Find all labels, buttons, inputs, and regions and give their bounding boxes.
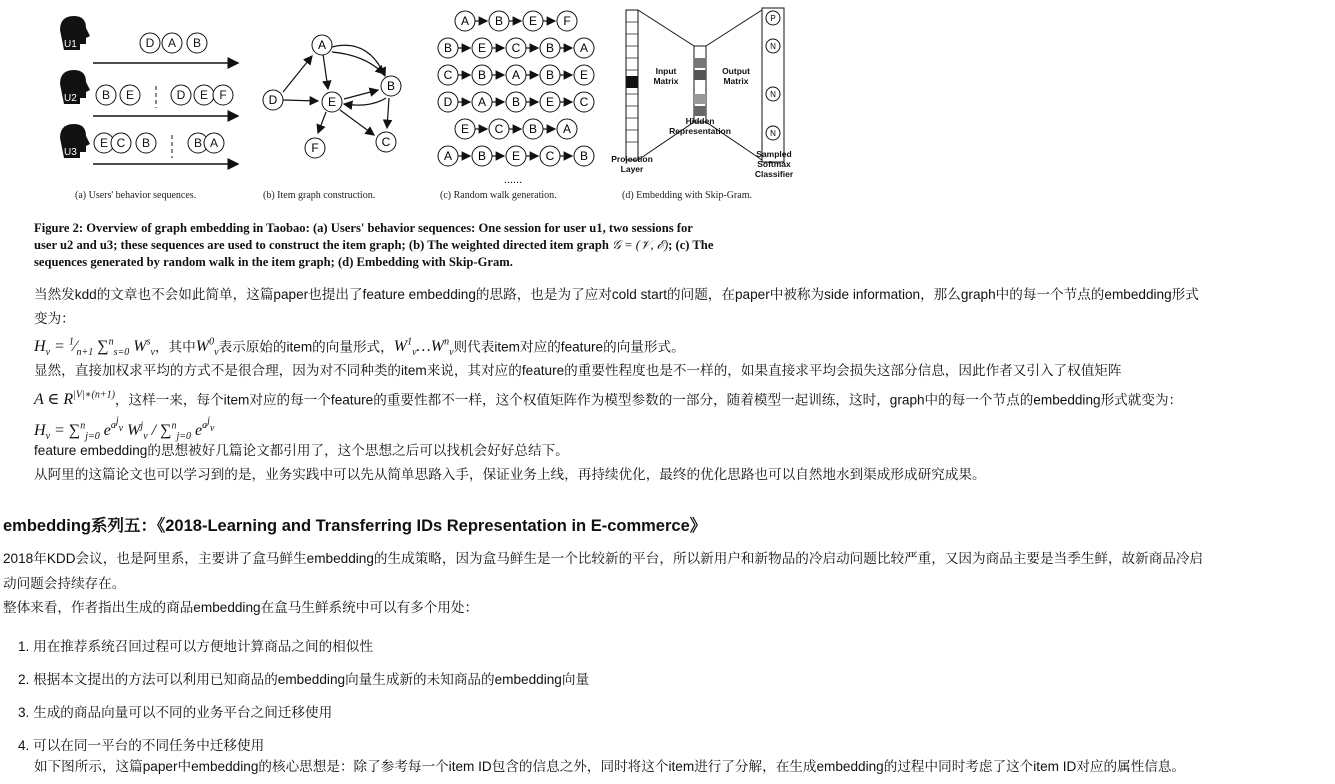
equation-text: 则代表item对应的feature的向量形式。 [453,339,685,355]
user-label: U3 [64,147,77,158]
user-label: U2 [64,93,77,104]
seq-item: F [219,88,227,102]
output-matrix-label: Output Matrix [722,66,750,86]
walk-node-label: C [579,95,589,109]
paragraph: 当然发kdd的文章也不会如此简单，这篇paper也提出了feature embedding的思路，也是为了应对cold start的问题，在paper中被称为side information，那么graph中的每一个节点的embedding形式 [34,287,1199,302]
output-node: N [770,90,776,99]
output-node: N [770,42,776,51]
walk-node-label: B [511,95,521,109]
output-node: N [770,129,776,138]
seq-item: D [176,88,186,102]
walk-node-label: B [443,41,453,55]
seq-item: B [193,136,203,150]
seq-item: E [125,88,135,102]
paragraph: 从阿里的这篇论文也可以学习到的是，业务实践中可以先从简单思路入手，保证业务上线，再持续优化，最终的优化思路也可以自然地水到渠成形成研究成果。 [34,467,986,482]
panel-b [283,45,389,135]
walk-node-label: B [477,68,487,82]
equation: $W^1_v\dots W^n_v$ [393,337,454,359]
graph-node: A [317,38,327,52]
list-item: 2. 根据本文提出的方法可以利用已知商品的embedding向量生成新的未知商品的embedding向量 [18,672,590,687]
equation-text: ，其中 [154,339,196,355]
walk-node-label: A [579,41,589,55]
walk-node-label: E [545,95,555,109]
caption-text: ; (c) The [668,238,714,252]
walk-node-label: A [460,14,470,28]
walk-node-label: E [528,14,538,28]
figure-graph-embedding [0,0,830,210]
subfigure-a-label: (a) Users' behavior sequences. [75,190,197,201]
subfigure-d-label: (d) Embedding with Skip-Gram. [622,190,752,201]
walk-node-label: A [443,149,453,163]
walk-node-label: D [443,95,453,109]
equation: $H_v$ = $^1⁄_{n+1}$ ∑$^n_{s=0}$ $W^s_v$ [34,337,155,359]
paragraph: ，这样一来，每个item对应的每一个feature的重要性都不一样，这个权值矩阵作为模型参数的一部分，随着模型一起训练，这时，graph中的每一个节点的embedding形式就变为： [114,392,1183,408]
caption-text: user u2 and u3; these sequences are used to construct the item graph; (b) The weighted directed item graph [34,238,613,252]
walk-node-label: E [579,68,589,82]
panel-c [438,11,594,166]
walk-node-label: F [563,14,571,28]
figure-svg [0,0,830,210]
input-matrix-label: Input Matrix [653,66,679,86]
walk-dots: ...... [503,174,523,186]
walk-node-label: A [562,122,572,136]
paragraph: 如下图所示，这篇paper中embedding的核心思想是：除了参考每一个item ID包含的信息之外，同时将这个item进行了分解，在生成embedding的过程中同时考虑了这个item ID对应的属性信息。 [34,759,1186,774]
equation: $H_v = \sum^n_{j=0}$ $e^{a^j_v}$ $W^j_v / \sum^n_{j=0}$ $e^{a^j_v}$ [34,416,215,442]
equation: A ∈ $R^{|V|∗(n+1)}$ [34,390,115,409]
figure-caption [34,220,834,271]
walk-node-label: B [545,41,555,55]
caption-line: sequences generated by random walk in the item graph; (d) Embedding with Skip-Gram. [34,255,513,269]
user-label: U1 [64,39,77,50]
caption-line: Figure 2: Overview of graph embedding in Taobao: (a) Users' behavior sequences: One session for user u1, two sessions for [34,221,693,235]
walk-node-label: C [511,41,521,55]
walk-node-label: B [528,122,538,136]
seq-item: B [101,88,111,102]
seq-item: A [209,136,219,150]
seq-item: E [199,88,209,102]
walk-node-label: A [511,68,521,82]
walk-node-label: B [545,68,555,82]
subfigure-b-label: (b) Item graph construction. [263,190,376,201]
equation-text: 表示原始的item的向量形式， [218,339,394,355]
hidden-representation-label: Hidden Representation [669,116,731,136]
user-head-icon [60,70,90,104]
paragraph: 动问题会持续存在。 [3,576,126,591]
walk-node-label: E [460,122,470,136]
graph-node: D [268,93,278,107]
caption-math: 𝒢 = (𝒱, ℰ) [612,238,669,252]
seq-item: A [167,36,177,50]
equation-line-1 [34,333,685,364]
caption-line [34,237,834,254]
walk-node-label: B [494,14,504,28]
user-head-icon [60,16,90,50]
list-item: 4. 可以在同一平台的不同任务中迁移使用 [18,738,265,753]
graph-node: E [327,95,337,109]
equation: $W^0_v$ [195,337,219,359]
graph-node: B [386,79,396,93]
seq-item: B [141,136,151,150]
paragraph: feature embedding的思想被好几篇论文都引用了，这个思想之后可以找机会好好总结下。 [34,443,569,458]
paragraph: 显然，直接加权求平均的方式不是很合理，因为对不同种类的item来说，其对应的feature的重要性程度也是不一样的，如果直接求平均会损失这部分信息，因此作者又引入了权值矩阵 [34,363,1122,378]
graph-node: F [311,141,319,155]
list-item: 1. 用在推荐系统召回过程可以方便地计算商品之间的相似性 [18,639,373,654]
projection-layer-label: Projection Layer [611,154,653,174]
paragraph: 2018年KDD会议，也是阿里系，主要讲了盒马鲜生embedding的生成策略，因为盒马鲜生是一个比较新的平台，所以新用户和新物品的冷启动问题比较严重，又因为商品主要是当季生鲜，故新商品冷启 [3,551,1204,566]
walk-node-label: E [511,149,521,163]
seq-item: D [145,36,155,50]
paragraph: 变为： [34,311,75,326]
panel-a [60,16,238,164]
walk-node-label: B [579,149,589,163]
sampled-softmax-label: Sampled Softmax Classifier [754,149,794,179]
walk-node-label: E [477,41,487,55]
walk-node-label: C [545,149,555,163]
walk-node-label: C [494,122,504,136]
seq-item: E [99,136,109,150]
section-heading: embedding系列五：《2018-Learning and Transferring IDs Representation in E-commerce》 [3,517,707,535]
paragraph: 整体来看，作者指出生成的商品embedding在盒马生鲜系统中可以有多个用处： [3,600,479,615]
subfigure-c-label: (c) Random walk generation. [440,190,557,201]
list-item: 3. 生成的商品向量可以不同的业务平台之间迁移使用 [18,705,333,720]
walk-node-label: A [477,95,487,109]
walk-node-label: B [477,149,487,163]
equation-line-2 [34,386,1182,410]
user-head-icon [60,124,90,158]
graph-node: C [381,135,391,149]
output-node: P [770,14,776,23]
walk-node-label: C [443,68,453,82]
seq-item: C [116,136,126,150]
seq-item: B [192,36,202,50]
